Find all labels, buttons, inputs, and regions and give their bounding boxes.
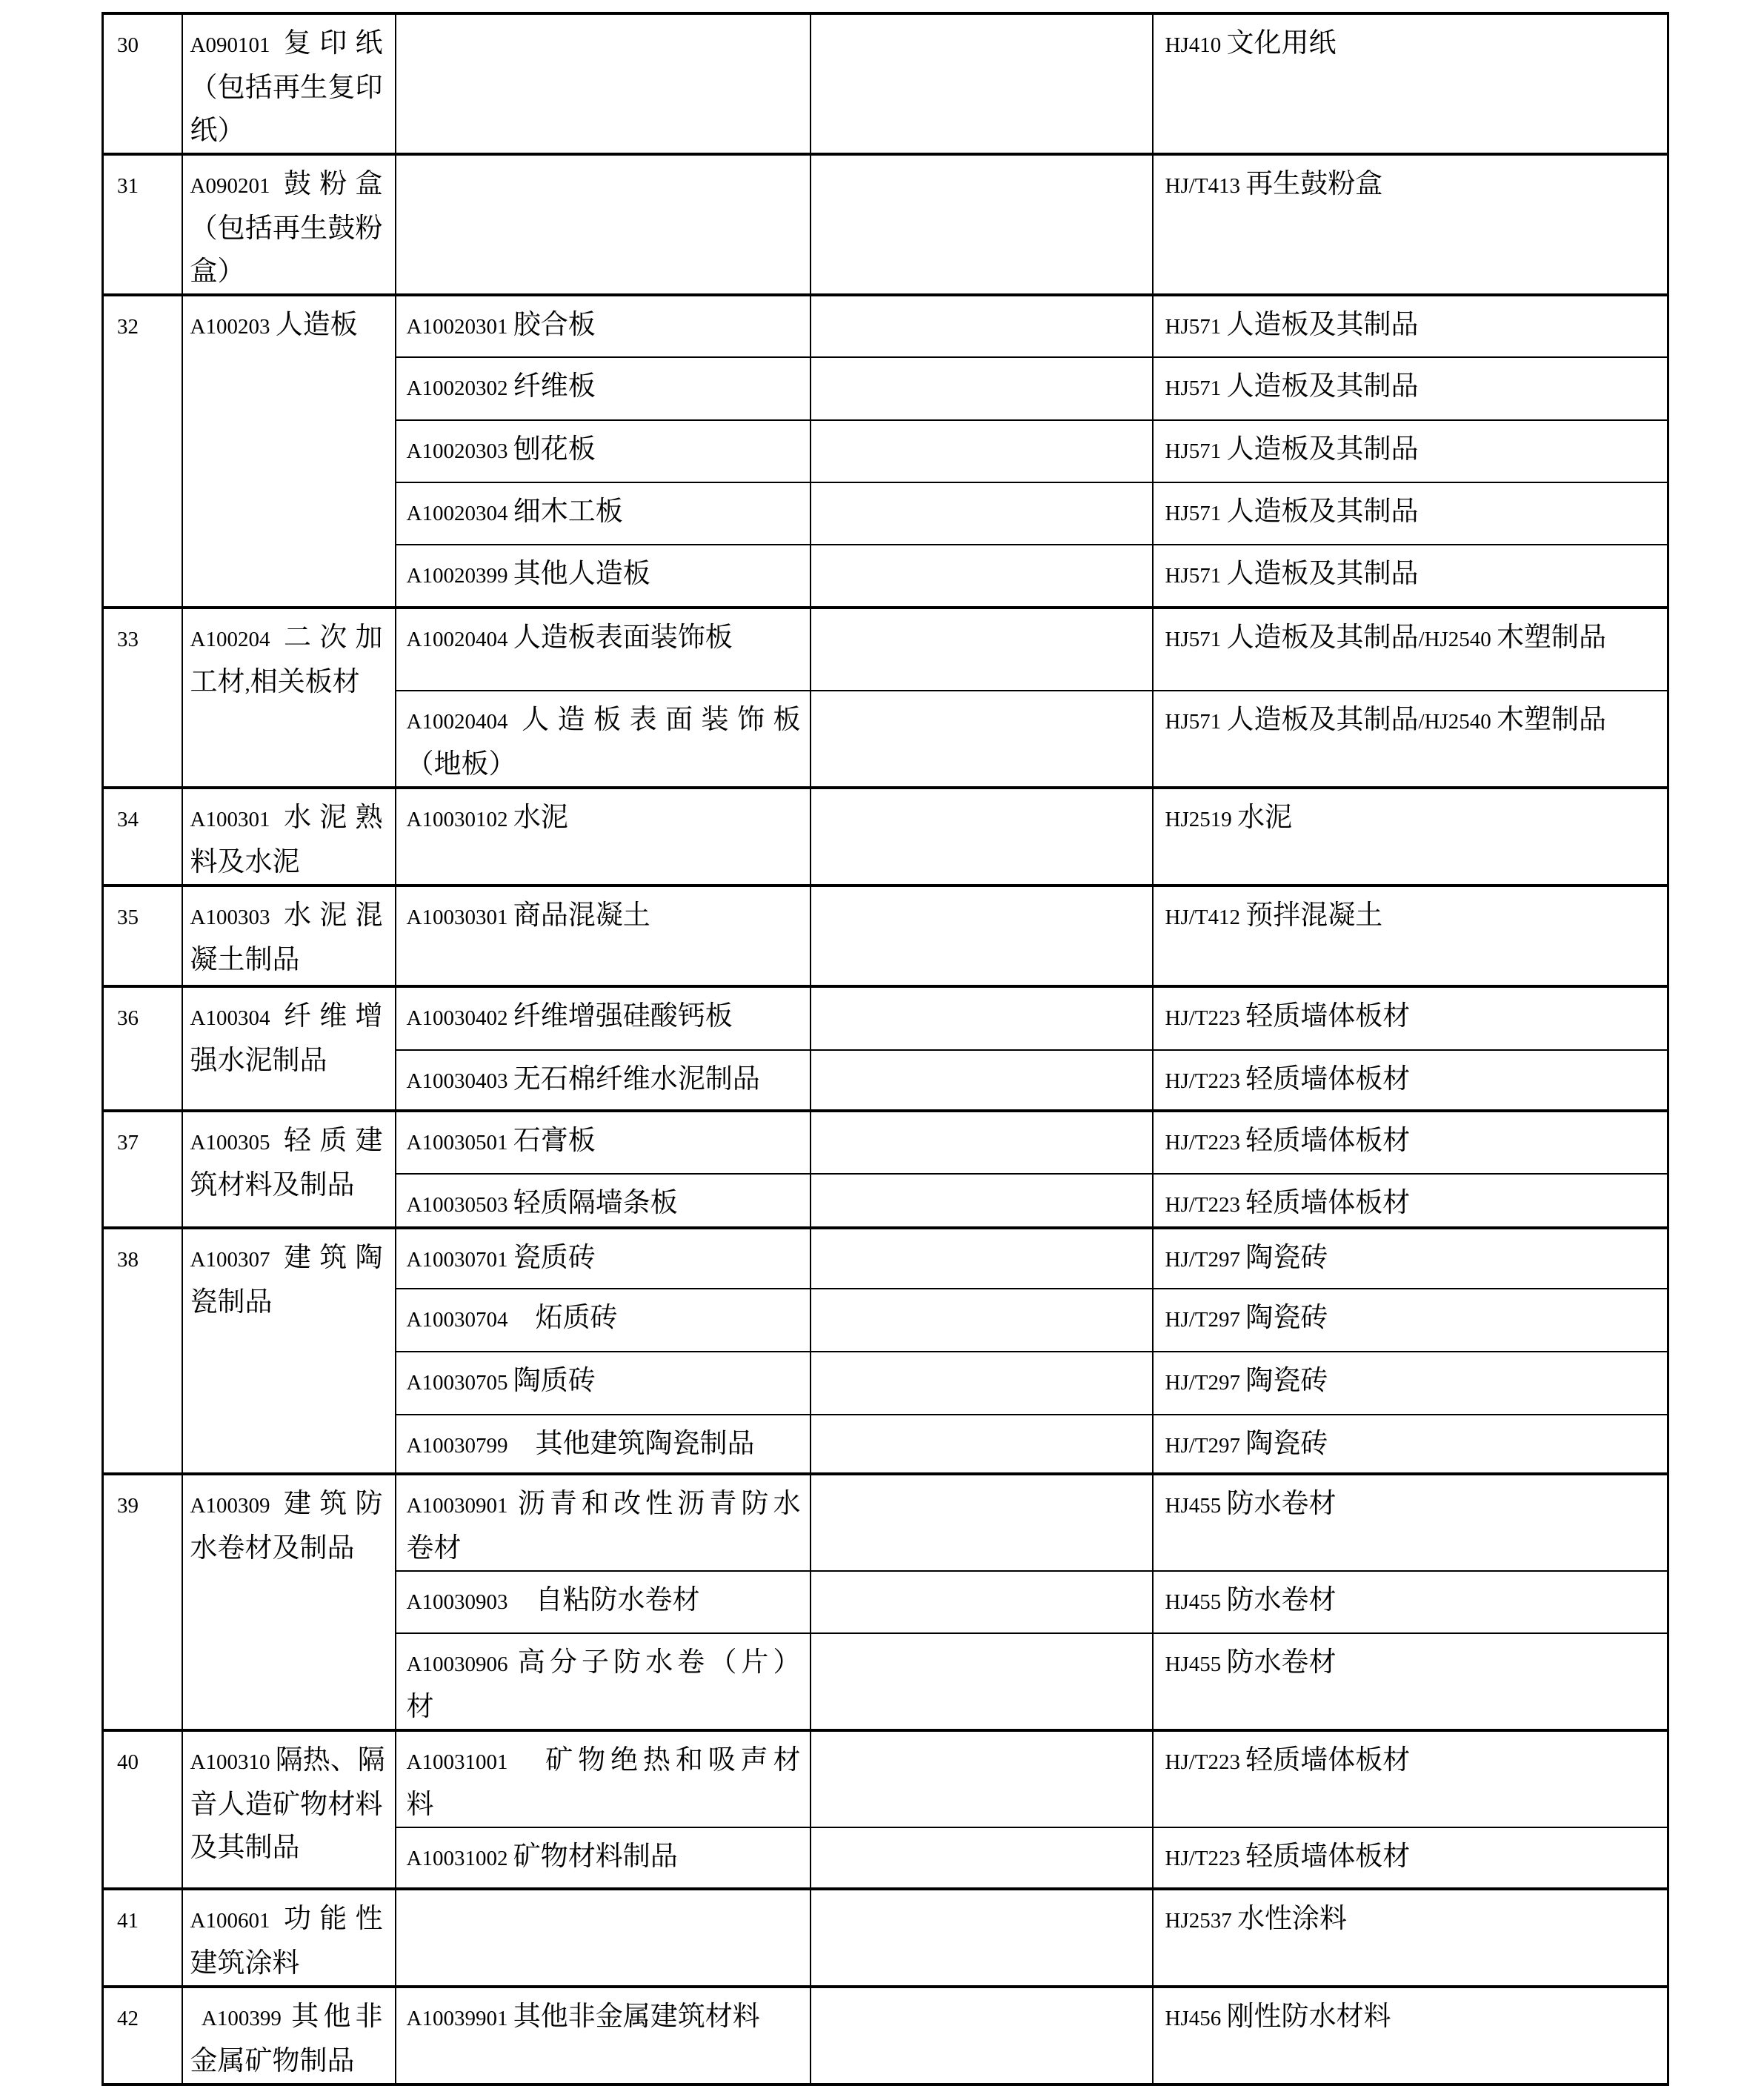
latin-code-text: A10030402 [406, 1006, 513, 1030]
latin-code-text: A100307 [190, 1248, 284, 1272]
row-number-cell [103, 1730, 182, 1889]
category-cell: A100301 水泥熟 料及水泥 [182, 788, 396, 886]
latin-code-text: HJ/T412 [1165, 906, 1246, 929]
standard-cell: HJ571 人造板及其制品 [1153, 420, 1668, 482]
standard-cell: HJ/T297 陶瓷砖 [1153, 1352, 1668, 1415]
remark-blank-cell [811, 1571, 1153, 1633]
item-cell: A10030704 炻质砖 [396, 1289, 811, 1352]
item-cell: A10020404 人造板表面装饰板 （地板） [396, 691, 811, 788]
standard-cell: HJ2519 水泥 [1153, 788, 1668, 886]
standard-cell: HJ571 人造板及其制品 [1153, 545, 1668, 608]
latin-code-text: A10020404 [406, 710, 522, 734]
product-standards-table [101, 12, 1669, 2086]
document-page [0, 12, 1764, 2080]
standard-cell: HJ455 防水卷材 [1153, 1633, 1668, 1730]
item-cell: A10030799 其他建筑陶瓷制品 [396, 1415, 811, 1474]
latin-code-text: A100305 [190, 1131, 284, 1155]
remark-blank-cell [811, 886, 1153, 986]
latin-code-text: HJ/T223 [1165, 1750, 1246, 1774]
latin-code-text: A10030901 [406, 1494, 518, 1518]
category-cell: A100304 纤维增 强水泥制品 [182, 986, 396, 1111]
row-number-cell [103, 1228, 182, 1474]
item-cell: A10030402 纤维增强硅酸钙板 [396, 986, 811, 1050]
remark-blank-cell [811, 420, 1153, 482]
category-cell: A100399 其他非 金属矿物制品 [182, 1987, 396, 2085]
latin-code-text: A100399 [201, 2007, 292, 2030]
remark-blank-cell [811, 482, 1153, 545]
remark-blank-cell [811, 1111, 1153, 1174]
row-number-cell [103, 788, 182, 886]
item-cell: A10030903 自粘防水卷材 [396, 1571, 811, 1633]
table-row [103, 886, 1668, 986]
remark-blank-cell [811, 1474, 1153, 1571]
latin-code-text: HJ/T297 [1165, 1371, 1246, 1395]
row-number-cell [103, 608, 182, 788]
standard-cell: HJ571 人造板及其制品 [1153, 482, 1668, 545]
latin-code-text: A10030701 [406, 1248, 513, 1272]
latin-code-text: HJ571 [1165, 710, 1227, 734]
latin-code-text: 32 [117, 315, 139, 339]
category-cell: A100204 二次加 工材,相关板材 [182, 608, 396, 788]
latin-code-text: A10030501 [406, 1131, 513, 1155]
latin-code-text: A100309 [190, 1494, 284, 1518]
standard-cell: HJ/T297 陶瓷砖 [1153, 1228, 1668, 1289]
latin-code-text: A10030403 [406, 1069, 513, 1093]
latin-code-text: A100303 [190, 906, 284, 929]
standard-cell: HJ2537 水性涂料 [1153, 1889, 1668, 1987]
latin-code-text: HJ571 [1165, 564, 1227, 588]
remark-blank-cell [811, 545, 1153, 608]
standard-cell: HJ455 防水卷材 [1153, 1474, 1668, 1571]
standard-cell: HJ455 防水卷材 [1153, 1571, 1668, 1633]
standard-cell: HJ571 人造板及其制品/HJ2540 木塑制品 [1153, 691, 1668, 788]
remark-blank-cell [811, 357, 1153, 420]
row-number-cell [103, 1111, 182, 1228]
table-row [103, 295, 1668, 357]
latin-code-text: HJ/T297 [1165, 1248, 1246, 1272]
item-cell [396, 13, 811, 154]
latin-code-text: A10020304 [406, 502, 513, 525]
row-number-cell [103, 295, 182, 608]
standard-cell: HJ/T223 轻质墙体板材 [1153, 1730, 1668, 1827]
latin-code-text: A10030102 [406, 808, 513, 831]
remark-blank-cell [811, 295, 1153, 357]
remark-blank-cell [811, 788, 1153, 886]
category-cell: A100303 水泥混 凝土制品 [182, 886, 396, 986]
category-cell: A100309 建筑防 水卷材及制品 [182, 1474, 396, 1730]
standard-cell: HJ/T412 预拌混凝土 [1153, 886, 1668, 986]
item-cell: A10031001 矿物绝热和吸声材 料 [396, 1730, 811, 1827]
latin-code-text: 34 [117, 808, 139, 831]
latin-code-text: 39 [117, 1494, 139, 1518]
latin-code-text: A090101 [190, 33, 284, 57]
table-row [103, 13, 1668, 154]
latin-code-text: A100304 [190, 1006, 284, 1030]
latin-code-text: HJ571 [1165, 628, 1227, 651]
latin-code-text: A10020302 [406, 376, 513, 400]
item-cell: A10030503 轻质隔墙条板 [396, 1174, 811, 1228]
latin-code-text: A100310 [190, 1750, 276, 1774]
item-cell: A10020304 细木工板 [396, 482, 811, 545]
latin-code-text: A10030503 [406, 1193, 513, 1217]
latin-code-text: /HJ2540 [1418, 628, 1497, 651]
standard-cell: HJ/T223 轻质墙体板材 [1153, 1827, 1668, 1889]
latin-code-text: A10030705 [406, 1371, 513, 1395]
remark-blank-cell [811, 154, 1153, 295]
latin-code-text: HJ410 [1165, 33, 1227, 57]
latin-code-text: A100301 [190, 808, 284, 831]
latin-code-text: HJ/T223 [1165, 1069, 1246, 1093]
item-cell: A10030102 水泥 [396, 788, 811, 886]
latin-code-text: A10020303 [406, 439, 513, 463]
row-number-cell [103, 1889, 182, 1987]
remark-blank-cell [811, 1050, 1153, 1111]
item-cell: A10030403 无石棉纤维水泥制品 [396, 1050, 811, 1111]
standard-cell: HJ/T223 轻质墙体板材 [1153, 986, 1668, 1050]
table-row [103, 154, 1668, 295]
item-cell: A10031002 矿物材料制品 [396, 1827, 811, 1889]
latin-code-text: HJ2537 [1165, 1909, 1237, 1933]
latin-code-text: HJ/T223 [1165, 1847, 1246, 1870]
item-cell: A10020301 胶合板 [396, 295, 811, 357]
latin-code-text: HJ/T297 [1165, 1308, 1246, 1332]
latin-code-text: 40 [117, 1750, 139, 1774]
category-cell: A100203 人造板 [182, 295, 396, 608]
category-cell: A100305 轻质建 筑材料及制品 [182, 1111, 396, 1228]
latin-code-text: HJ456 [1165, 2007, 1227, 2030]
remark-blank-cell [811, 1174, 1153, 1228]
table-row [103, 1474, 1668, 1571]
remark-blank-cell [811, 1415, 1153, 1474]
category-cell: A100310 隔热、隔 音人造矿物材料 及其制品 [182, 1730, 396, 1889]
remark-blank-cell [811, 1827, 1153, 1889]
latin-code-text: HJ571 [1165, 315, 1227, 339]
item-cell [396, 154, 811, 295]
remark-blank-cell [811, 986, 1153, 1050]
remark-blank-cell [811, 1289, 1153, 1352]
remark-blank-cell [811, 1228, 1153, 1289]
latin-code-text: 38 [117, 1248, 139, 1272]
remark-blank-cell [811, 1730, 1153, 1827]
category-cell: A100601 功能性 建筑涂料 [182, 1889, 396, 1987]
row-number-cell [103, 13, 182, 154]
latin-code-text: A10031001 [406, 1750, 508, 1774]
table-row [103, 788, 1668, 886]
item-cell: A10039901 其他非金属建筑材料 [396, 1987, 811, 2085]
latin-code-text: HJ2519 [1165, 808, 1237, 831]
latin-code-text: 33 [117, 628, 139, 651]
latin-code-text: HJ/T223 [1165, 1006, 1246, 1030]
standards-table-body [103, 13, 1668, 2085]
row-number-cell [103, 986, 182, 1111]
standard-cell: HJ571 人造板及其制品 [1153, 357, 1668, 420]
row-number-cell [103, 886, 182, 986]
remark-blank-cell [811, 1889, 1153, 1987]
latin-code-text: /HJ2540 [1418, 710, 1497, 734]
item-cell: A10030701 瓷质砖 [396, 1228, 811, 1289]
table-row [103, 1730, 1668, 1827]
latin-code-text: , [244, 672, 250, 696]
latin-code-text: A10031002 [406, 1847, 513, 1870]
category-cell: A100307 建筑陶 瓷制品 [182, 1228, 396, 1474]
latin-code-text: A090201 [190, 174, 284, 198]
standard-cell: HJ410 文化用纸 [1153, 13, 1668, 154]
latin-code-text: 37 [117, 1131, 139, 1155]
latin-code-text: HJ455 [1165, 1590, 1227, 1614]
item-cell: A10030301 商品混凝土 [396, 886, 811, 986]
latin-code-text: 41 [117, 1909, 139, 1933]
standard-cell: HJ/T413 再生鼓粉盒 [1153, 154, 1668, 295]
latin-code-text: 36 [117, 1006, 139, 1030]
latin-code-text: 35 [117, 906, 139, 929]
category-cell: A090201 鼓粉盒 （包括再生鼓粉 盒） [182, 154, 396, 295]
latin-code-text: A10030704 [406, 1308, 508, 1332]
table-row [103, 986, 1668, 1050]
latin-code-text: HJ/T297 [1165, 1434, 1246, 1458]
latin-code-text: A10020399 [406, 564, 513, 588]
row-number-cell [103, 1474, 182, 1730]
latin-code-text: HJ455 [1165, 1494, 1227, 1518]
item-cell: A10020399 其他人造板 [396, 545, 811, 608]
latin-code-text: A10039901 [406, 2007, 513, 2030]
latin-code-text: A10030301 [406, 906, 513, 929]
remark-blank-cell [811, 691, 1153, 788]
remark-blank-cell [811, 1633, 1153, 1730]
standard-cell: HJ571 人造板及其制品 [1153, 295, 1668, 357]
item-cell: A10030705 陶质砖 [396, 1352, 811, 1415]
latin-code-text: HJ455 [1165, 1652, 1227, 1676]
latin-code-text: HJ571 [1165, 376, 1227, 400]
item-cell: A10030501 石膏板 [396, 1111, 811, 1174]
standard-cell: HJ/T223 轻质墙体板材 [1153, 1174, 1668, 1228]
item-cell: A10030906 高分子防水卷（片） 材 [396, 1633, 811, 1730]
remark-blank-cell [811, 608, 1153, 691]
standard-cell: HJ/T297 陶瓷砖 [1153, 1289, 1668, 1352]
table-row [103, 1987, 1668, 2085]
latin-code-text: A10030799 [406, 1434, 508, 1458]
remark-blank-cell [811, 13, 1153, 154]
item-cell: A10030901 沥青和改性沥青防水 卷材 [396, 1474, 811, 1571]
item-cell: A10020404 人造板表面装饰板 [396, 608, 811, 691]
latin-code-text: 42 [117, 2007, 139, 2030]
standard-cell: HJ/T223 轻质墙体板材 [1153, 1050, 1668, 1111]
table-row [103, 1111, 1668, 1174]
standard-cell: HJ571 人造板及其制品/HJ2540 木塑制品 [1153, 608, 1668, 691]
latin-code-text: A10020404 [406, 628, 513, 651]
latin-code-text: HJ/T223 [1165, 1131, 1246, 1155]
table-row [103, 608, 1668, 691]
category-cell: A090101 复印纸 （包括再生复印 纸） [182, 13, 396, 154]
latin-code-text: 31 [117, 174, 139, 198]
row-number-cell [103, 1987, 182, 2085]
standard-cell: HJ/T297 陶瓷砖 [1153, 1415, 1668, 1474]
latin-code-text: HJ571 [1165, 439, 1227, 463]
table-row [103, 1889, 1668, 1987]
remark-blank-cell [811, 1352, 1153, 1415]
latin-code-text: A10030903 [406, 1590, 508, 1614]
latin-code-text: HJ571 [1165, 502, 1227, 525]
table-row [103, 1228, 1668, 1289]
latin-code-text: 30 [117, 33, 139, 57]
standard-cell: HJ456 刚性防水材料 [1153, 1987, 1668, 2085]
standard-cell: HJ/T223 轻质墙体板材 [1153, 1111, 1668, 1174]
latin-code-text: HJ/T223 [1165, 1193, 1246, 1217]
latin-code-text: A100203 [190, 315, 276, 339]
item-cell: A10020302 纤维板 [396, 357, 811, 420]
latin-code-text: HJ/T413 [1165, 174, 1246, 198]
item-cell [396, 1889, 811, 1987]
latin-code-text: A100204 [190, 628, 284, 651]
row-number-cell [103, 154, 182, 295]
remark-blank-cell [811, 1987, 1153, 2085]
item-cell: A10020303 刨花板 [396, 420, 811, 482]
latin-code-text: A100601 [190, 1909, 284, 1933]
latin-code-text: A10030906 [406, 1652, 518, 1676]
latin-code-text: A10020301 [406, 315, 513, 339]
